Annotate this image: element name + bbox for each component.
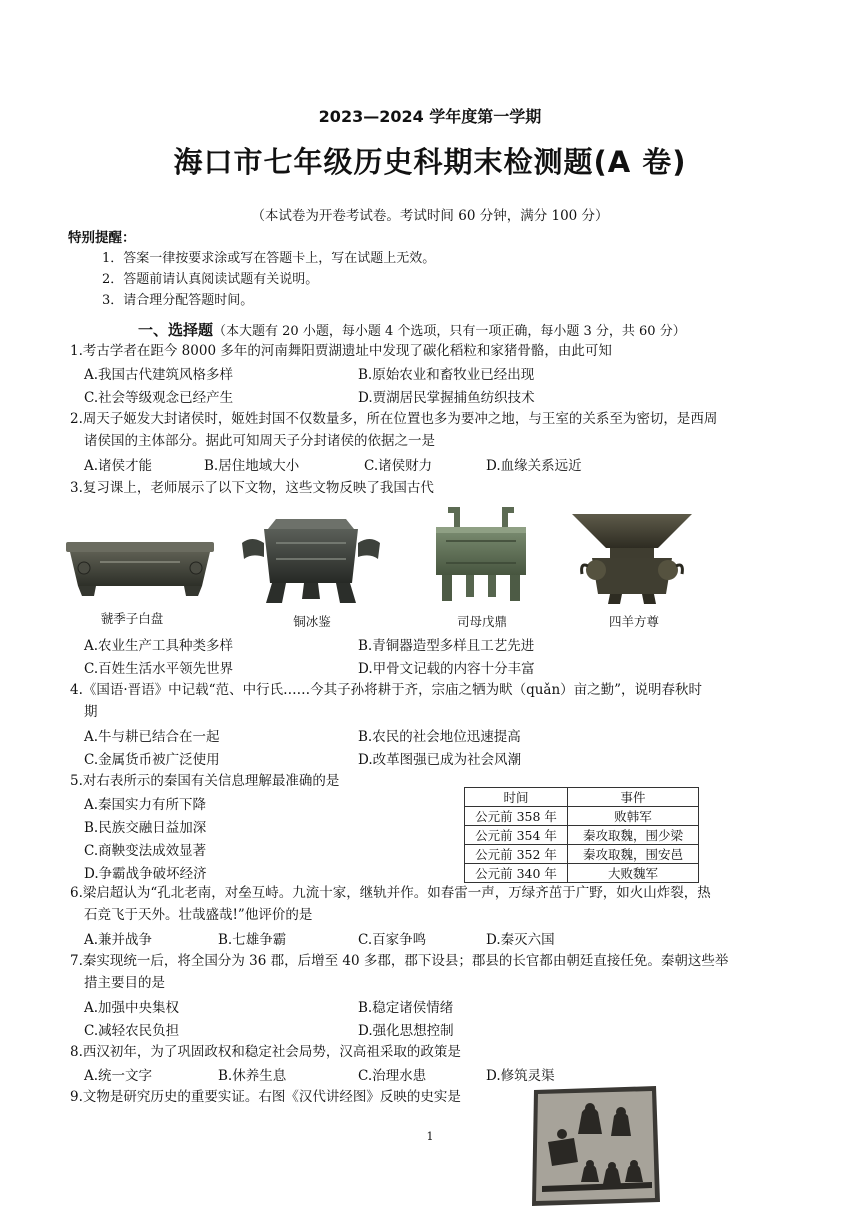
table-header-cell: 事件 (568, 788, 699, 807)
question-stem-continued: 期 (84, 704, 98, 720)
option-d: D.争霸战争破坏经济 (84, 866, 207, 882)
option-a: A.统一文字 (84, 1068, 153, 1084)
reminder-item: 2．答题前请认真阅读试题有关说明。 (102, 272, 319, 287)
table-row (465, 826, 699, 845)
page-number: 1 (426, 1130, 434, 1143)
option-d: D.血缘关系远近 (486, 458, 582, 474)
caption-four-ram-zun: 四羊方尊 (608, 614, 659, 629)
bronze-ice-jian-image (236, 513, 386, 609)
option-c: C.商鞅变法成效显著 (84, 843, 207, 859)
section-description: （本大题有 20 小题，每小题 4 个选项，只有一项正确，每小题 3 分，共 60 分） (213, 324, 686, 339)
option-c: C.治理水患 (358, 1068, 427, 1084)
question-stem: 8.西汉初年，为了巩固政权和稳定社会局势，汉高祖采取的政策是 (70, 1044, 461, 1060)
table-row (465, 864, 699, 883)
question-3 (70, 477, 800, 499)
option-d: D.强化思想控制 (358, 1023, 454, 1039)
question-2 (70, 408, 800, 452)
question-7 (70, 950, 800, 994)
option-b: B.稳定诸侯情绪 (358, 1000, 454, 1016)
question-stem: 3.复习课上，老师展示了以下文物，这些文物反映了我国古代 (70, 480, 434, 496)
option-a: A.秦国实力有所下降 (84, 797, 207, 813)
question-stem: 7.秦实现统一后，将全国分为 36 郡，后增至 40 多郡，郡下设县；郡县的长官都由朝廷直接任免。秦朝这些举 (70, 953, 729, 969)
option-b: B.原始农业和畜牧业已经出现 (358, 367, 535, 383)
option-a: A.加强中央集权 (84, 1000, 180, 1016)
question-9 (70, 1086, 800, 1108)
question-4 (70, 679, 800, 723)
option-c: C.百家争鸣 (358, 932, 427, 948)
option-d: D.修筑灵渠 (486, 1068, 555, 1084)
question-1 (70, 340, 800, 362)
option-d: D.甲骨文记载的内容十分丰富 (358, 661, 535, 677)
option-c: C.社会等级观念已经产生 (84, 390, 234, 406)
question-8 (70, 1041, 800, 1063)
exam-title: 海口市七年级历史科期末检测题(A 卷) (173, 145, 687, 179)
option-a: A.农业生产工具种类多样 (84, 638, 234, 654)
option-a: A.诸侯才能 (84, 458, 153, 474)
caption-simuwu-ding: 司母戊鼎 (456, 614, 507, 629)
question-stem-continued: 诸侯国的主体部分。据此可知周天子分封诸侯的依据之一是 (84, 433, 435, 449)
question-stem: 4.《国语·晋语》中记载“范、中行氏……今其子孙将耕于齐，宗庙之牺为畎（quǎn）亩之勤”，说明春秋时 (70, 682, 703, 698)
option-b: B.农民的社会地位迅速提高 (358, 729, 521, 745)
reminder-item: 3．请合理分配答题时间。 (102, 293, 254, 308)
option-b: B.青铜器造型多样且工艺先进 (358, 638, 535, 654)
table-cell: 公元前 352 年 (465, 845, 568, 864)
option-c: C.金属货币被广泛使用 (84, 752, 220, 768)
option-c: C.减轻农民负担 (84, 1023, 180, 1039)
option-a: A.我国古代建筑风格多样 (84, 367, 234, 383)
table-cell: 公元前 340 年 (465, 864, 568, 883)
option-d: D.改革图强已成为社会风潮 (358, 752, 522, 768)
option-b: B.休养生息 (218, 1068, 287, 1084)
table-cell: 秦攻取魏，围少梁 (568, 826, 699, 845)
question-stem: 9.文物是研究历史的重要实证。右图《汉代讲经图》反映的史实是 (70, 1089, 461, 1105)
exam-year-subtitle: 2023—2024 学年度第一学期 (318, 107, 542, 126)
option-b: B.民族交融日益加深 (84, 820, 207, 836)
simuwu-ding-image (430, 503, 532, 603)
option-a: A.牛与耕已结合在一起 (84, 729, 220, 745)
option-c: C.百姓生活水平领先世界 (84, 661, 234, 677)
option-a: A.兼并战争 (84, 932, 153, 948)
question-stem: 5.对右表所示的秦国有关信息理解最准确的是 (70, 773, 340, 789)
option-c: C.诸侯财力 (364, 458, 433, 474)
section-heading (138, 319, 686, 340)
table-row (465, 807, 699, 826)
qin-events-table (464, 787, 699, 883)
table-cell: 秦攻取魏，围安邑 (568, 845, 699, 864)
table-header-cell: 时间 (465, 788, 568, 807)
option-b: B.居住地域大小 (204, 458, 300, 474)
caption-bronze-ice-jian: 铜冰鉴 (293, 614, 331, 629)
option-d: D.秦灭六国 (486, 932, 555, 948)
question-stem: 2.周天子姬发大封诸侯时，姬姓封国不仅数量多，所在位置也多为要冲之地，与王室的关系至为密切，是西周 (70, 411, 718, 427)
guoji-zibai-pan-image (60, 530, 220, 600)
table-header-row (465, 788, 699, 807)
section-name: 一、选择题 (138, 321, 214, 339)
four-ram-square-zun-image (570, 508, 694, 606)
reminder-item: 1．答案一律按要求涂或写在答题卡上，写在试题上无效。 (102, 251, 436, 266)
option-b: B.七雄争霸 (218, 932, 287, 948)
question-stem-continued: 措主要目的是 (84, 975, 165, 991)
question-stem-continued: 石竞飞于天外。壮哉盛哉!”他评价的是 (84, 907, 313, 923)
han-lecture-rubbing-image (528, 1082, 664, 1210)
question-stem: 6.梁启超认为“孔北老南，对垒互峙。九流十家，继轨并作。如春雷一声，万绿齐茁于广野，如火山炸裂，热 (70, 885, 711, 901)
exam-note: （本试卷为开卷考试卷。考试时间 60 分钟，满分 100 分） (251, 208, 609, 224)
question-6 (70, 882, 800, 926)
table-row (465, 845, 699, 864)
table-cell: 大败魏军 (568, 864, 699, 883)
table-cell: 公元前 354 年 (465, 826, 568, 845)
reminder-heading: 特别提醒： (68, 230, 136, 246)
question-stem: 1.考古学者在距今 8000 多年的河南舞阳贾湖遗址中发现了碳化稻粒和家猪骨骼，由此可知 (70, 343, 612, 359)
table-cell: 公元前 358 年 (465, 807, 568, 826)
table-cell: 败韩军 (568, 807, 699, 826)
option-d: D.贾湖居民掌握捕鱼纺织技术 (358, 390, 535, 406)
caption-guoji-zibai-pan: 虢季子白盘 (100, 611, 164, 626)
